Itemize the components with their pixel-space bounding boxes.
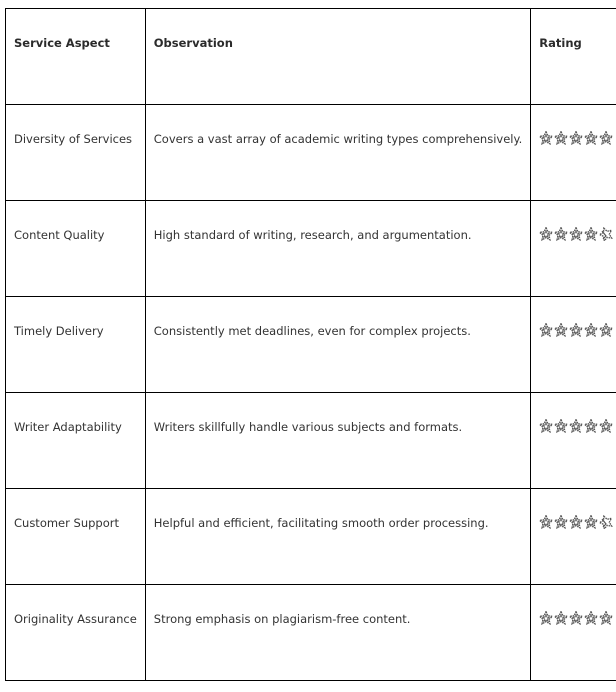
star-full-icon bbox=[569, 419, 583, 433]
star-full-icon bbox=[554, 611, 568, 625]
star-full-icon bbox=[584, 323, 598, 337]
star-full-icon bbox=[539, 227, 553, 241]
aspect-cell: Customer Support bbox=[6, 489, 146, 585]
star-full-icon bbox=[584, 131, 598, 145]
table-row bbox=[6, 297, 616, 393]
star-full-icon bbox=[539, 323, 553, 337]
star-rating bbox=[539, 105, 613, 145]
aspect-cell: Diversity of Services bbox=[6, 105, 146, 201]
observation-cell: High standard of writing, research, and argumentation. bbox=[145, 201, 531, 297]
star-full-icon bbox=[569, 131, 583, 145]
star-rating bbox=[539, 393, 613, 433]
star-half-icon bbox=[599, 515, 613, 529]
observation-cell: Writers skillfully handle various subjects and formats. bbox=[145, 393, 531, 489]
observation-cell: Strong emphasis on plagiarism-free content. bbox=[145, 585, 531, 681]
star-full-icon bbox=[554, 323, 568, 337]
rating-cell bbox=[531, 297, 616, 393]
star-full-icon bbox=[554, 227, 568, 241]
rating-cell bbox=[531, 201, 616, 297]
star-full-icon bbox=[584, 227, 598, 241]
star-full-icon bbox=[569, 323, 583, 337]
star-full-icon bbox=[599, 611, 613, 625]
table-row bbox=[6, 393, 616, 489]
header-observation: Observation bbox=[145, 9, 531, 105]
rating-cell bbox=[531, 585, 616, 681]
observation-cell: Helpful and efficient, facilitating smooth order processing. bbox=[145, 489, 531, 585]
observation-cell: Covers a vast array of academic writing types comprehensively. bbox=[145, 105, 531, 201]
rating-cell bbox=[531, 105, 616, 201]
star-full-icon bbox=[554, 515, 568, 529]
aspect-cell: Originality Assurance bbox=[6, 585, 146, 681]
aspect-cell: Timely Delivery bbox=[6, 297, 146, 393]
service-review-table bbox=[5, 8, 616, 681]
aspect-cell: Writer Adaptability bbox=[6, 393, 146, 489]
star-full-icon bbox=[584, 419, 598, 433]
star-full-icon bbox=[599, 131, 613, 145]
star-full-icon bbox=[539, 419, 553, 433]
star-full-icon bbox=[569, 611, 583, 625]
rating-cell bbox=[531, 393, 616, 489]
star-full-icon bbox=[599, 419, 613, 433]
star-full-icon bbox=[599, 323, 613, 337]
star-full-icon bbox=[584, 515, 598, 529]
star-rating bbox=[539, 297, 613, 337]
table-row bbox=[6, 489, 616, 585]
star-full-icon bbox=[539, 515, 553, 529]
star-rating bbox=[539, 201, 613, 241]
table-row bbox=[6, 105, 616, 201]
table-row bbox=[6, 585, 616, 681]
rating-cell bbox=[531, 489, 616, 585]
star-rating bbox=[539, 585, 613, 625]
star-full-icon bbox=[584, 611, 598, 625]
star-rating bbox=[539, 489, 613, 529]
star-full-icon bbox=[554, 419, 568, 433]
star-half-icon bbox=[599, 227, 613, 241]
star-full-icon bbox=[569, 515, 583, 529]
aspect-cell: Content Quality bbox=[6, 201, 146, 297]
observation-cell: Consistently met deadlines, even for complex projects. bbox=[145, 297, 531, 393]
star-full-icon bbox=[569, 227, 583, 241]
star-full-icon bbox=[554, 131, 568, 145]
star-full-icon bbox=[539, 131, 553, 145]
header-service-aspect: Service Aspect bbox=[6, 9, 146, 105]
table-row bbox=[6, 201, 616, 297]
star-full-icon bbox=[539, 611, 553, 625]
header-rating: Rating bbox=[531, 9, 616, 105]
table-header-row bbox=[6, 9, 616, 105]
